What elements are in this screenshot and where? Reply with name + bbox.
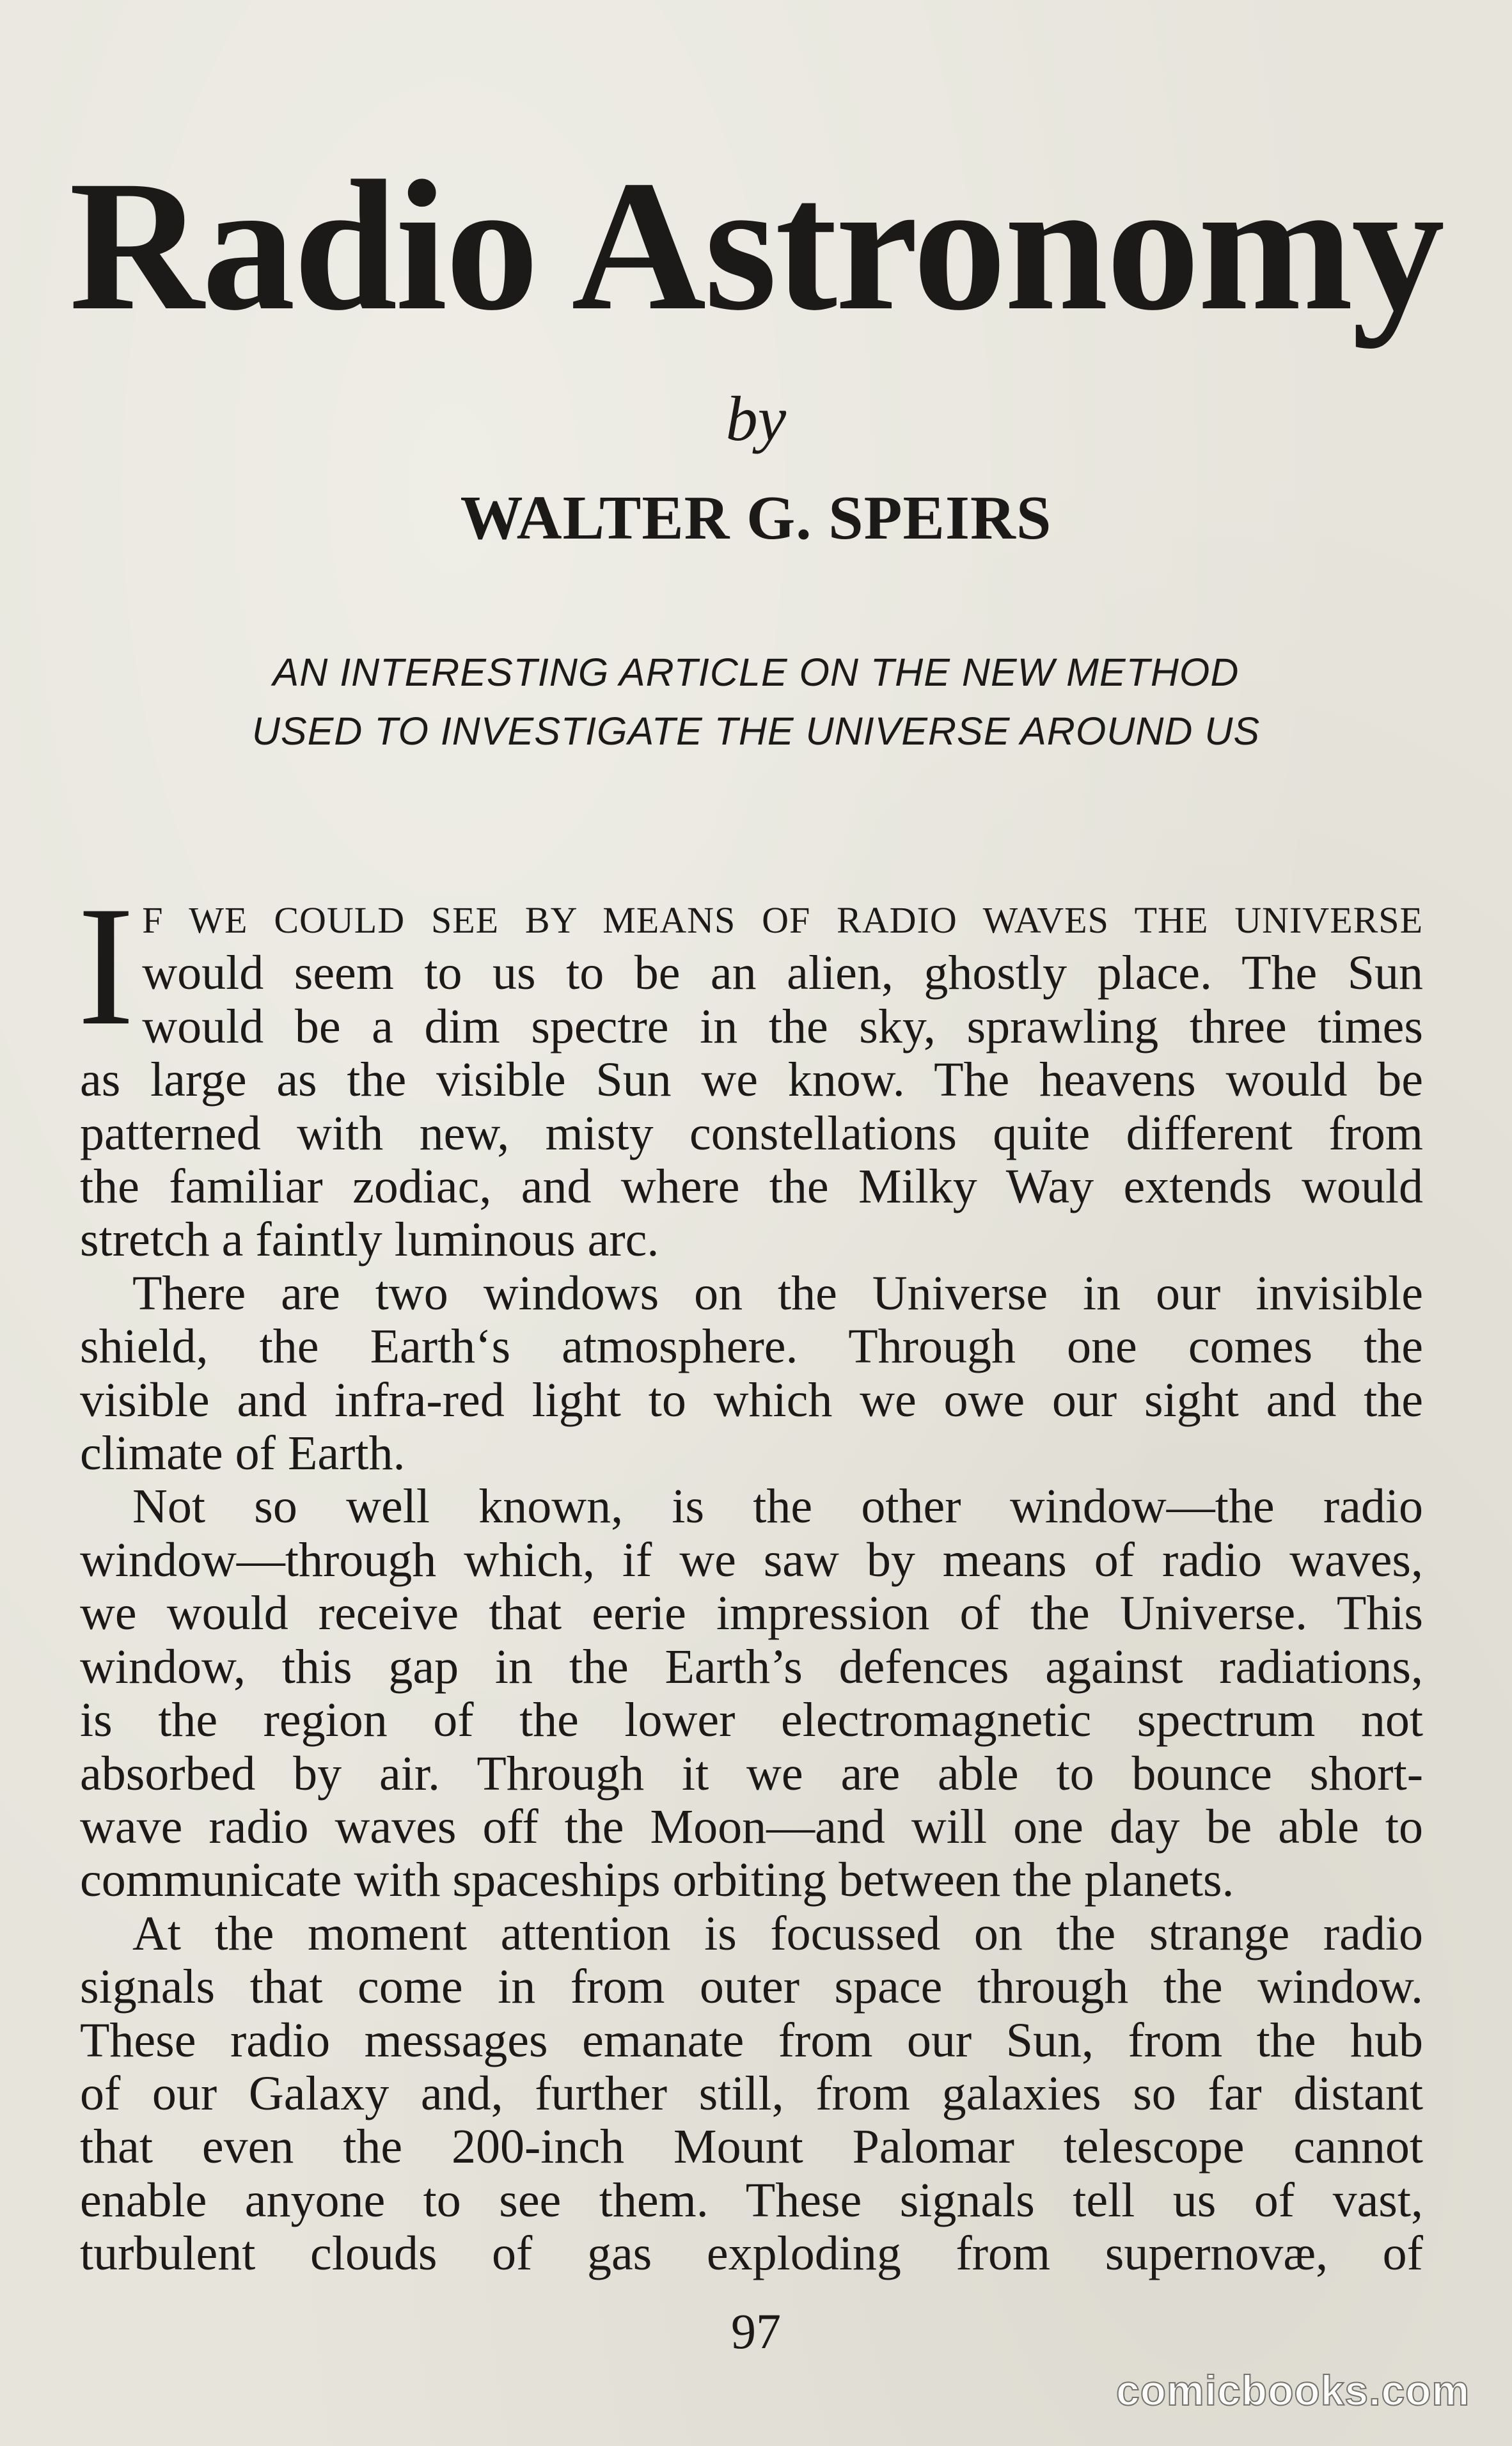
page-number: 97 [731, 2303, 781, 2359]
text-line: window, this gap in the Earth’s defences against radiations, [80, 1639, 1423, 1694]
drop-cap: I [77, 871, 135, 1061]
text-line: visible and infra-red light to which we owe our sight and the [80, 1373, 1423, 1427]
paragraph [80, 1267, 1423, 1481]
text-line: turbulent clouds of gas exploding from supernovæ, of [80, 2227, 1423, 2281]
author-name: WALTER G. SPEIRS [460, 484, 1052, 553]
text-line: At the moment attention is focussed on the strange radio [132, 1906, 1423, 1961]
text-line: would be a dim spectre in the sky, sprawling three times [142, 999, 1423, 1053]
text-line: of our Galaxy and, further still, from galaxies so far distant [80, 2066, 1423, 2120]
text-line: we would receive that eerie impression of the Universe. This [80, 1586, 1423, 1641]
text-line: stretch a faintly luminous arc. [80, 1213, 659, 1267]
text-line: is the region of the lower electromagnetic spectrum not [80, 1693, 1423, 1748]
watermark-logo: comicbooks.com [1116, 2367, 1470, 2414]
text-line: enable anyone to see them. These signals tell us of vast, [80, 2173, 1423, 2227]
paragraph [77, 871, 1423, 1267]
text-line: the familiar zodiac, and where the Milky Way extends would [80, 1160, 1423, 1214]
text-line: absorbed by air. Through it we are able to bounce short- [80, 1746, 1423, 1801]
text-line: signals that come in from outer space through the window. [80, 1960, 1423, 2014]
paragraph [80, 1907, 1423, 2281]
article-subtitle [0, 643, 1512, 761]
text-line: Not so well known, is the other window—the radio [132, 1479, 1423, 1534]
subtitle-line: USED TO INVESTIGATE THE UNIVERSE AROUND US [251, 709, 1261, 753]
paragraph [80, 1480, 1423, 1907]
subtitle-line: AN INTERESTING ARTICLE ON THE NEW METHOD [272, 651, 1240, 694]
text-line: There are two windows on the Universe in our invisible [132, 1266, 1423, 1320]
article-body [77, 871, 1423, 2281]
text-line: patterned with new, misty constellations quite different from [80, 1106, 1423, 1160]
text-line: as large as the visible Sun we know. The heavens would be [80, 1053, 1423, 1107]
text-line: F WE COULD SEE BY MEANS OF RADIO WAVES THE UNIVERSE [142, 899, 1423, 941]
text-line: These radio messages emanate from our Sun, from the hub [80, 2013, 1423, 2067]
text-line: that even the 200-inch Mount Palomar telescope cannot [80, 2120, 1423, 2174]
text-line: communicate with spaceships orbiting between the planets. [80, 1853, 1234, 1907]
text-line: wave radio waves off the Moon—and will one day be able to [80, 1799, 1423, 1854]
text-line: climate of Earth. [80, 1426, 406, 1481]
text-line: window—through which, if we saw by means of radio waves, [80, 1533, 1423, 1587]
article-title: Radio Astronomy [69, 143, 1443, 349]
text-line: would seem to us to be an alien, ghostly place. The Sun [142, 946, 1423, 1000]
text-line: shield, the Earth‘s atmosphere. Through one comes the [80, 1320, 1423, 1374]
byline-by: by [725, 383, 787, 454]
